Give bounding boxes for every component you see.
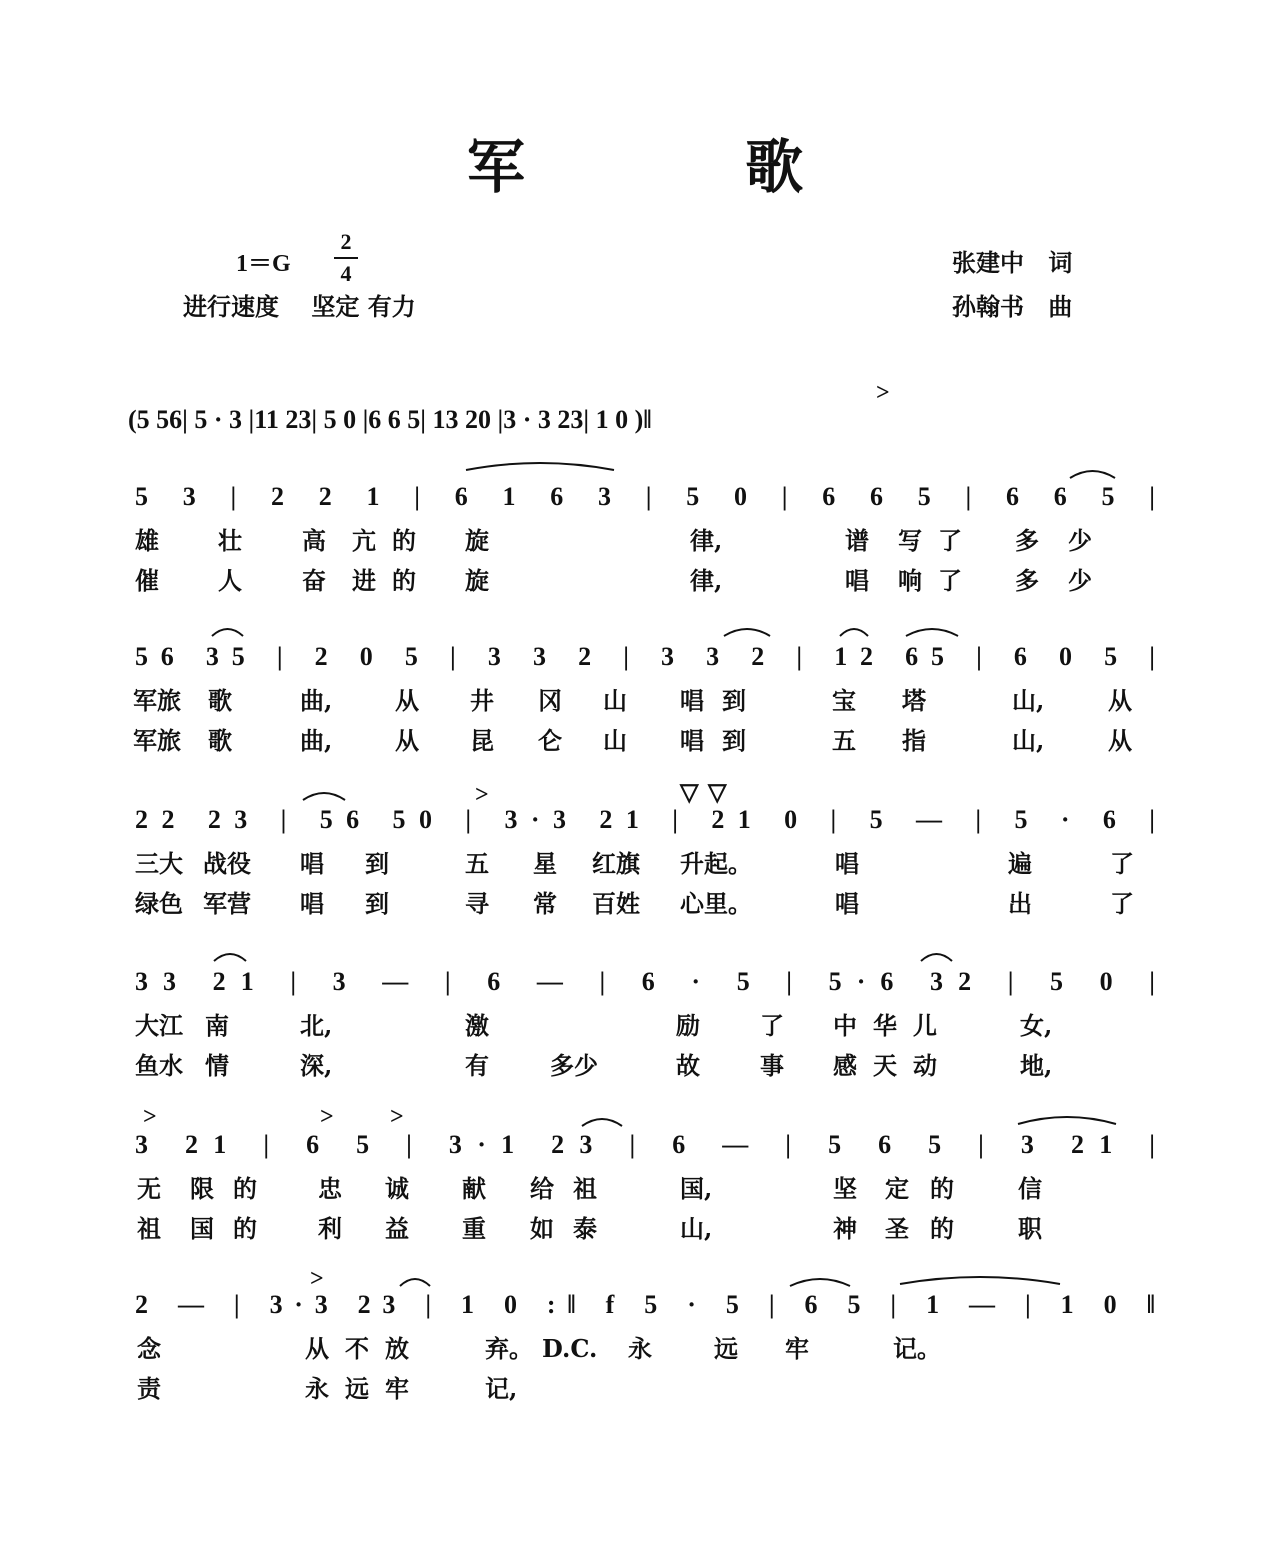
lyric-verse2: 了 [1110,889,1134,918]
slur [1070,471,1115,478]
lyric-verse2: 重 [462,1214,486,1243]
slur [466,463,614,470]
lyric-verse1: 到 [722,686,746,715]
accent-mark: > [876,380,890,406]
accent-mark: > [390,1104,404,1130]
lyric-verse1: 北, [300,1011,333,1040]
lyric-verse1: 宝 [832,686,856,715]
lyric-verse2: 的 [233,1214,257,1243]
lyric-verse1: 激 [465,1011,489,1040]
lyric-verse2: 远 [345,1374,369,1403]
lyric-verse2: 到 [722,726,746,755]
lyric-verse2: 旋 [465,566,489,595]
lyric-verse2: 的 [392,566,416,595]
lyric-verse2: 有 [465,1051,489,1080]
lyric-verse1: 三大 [135,849,183,878]
lyric-verse1: 的 [930,1174,954,1203]
intro-notation: (5 56| 5 · 3 |11 23| 5 0 |6 6 5| 13 20 |3 · 3 23| 1 0 )‖ [128,405,652,434]
lyric-verse2: 故 [676,1051,700,1080]
tempo-speed: 进行速度 [183,292,279,321]
lyric-verse1: 女, [1020,1011,1053,1040]
lyric-verse2: 神 [833,1214,857,1243]
lyric-verse2: 寻 [465,889,489,918]
slur [212,629,243,636]
lyric-verse1: 忠 [318,1174,342,1203]
lyric-verse1: 信 [1018,1174,1042,1203]
composer-role: 曲 [1048,292,1073,321]
lyric-verse2: 责 [137,1374,161,1403]
lyric-verse1: 永 [628,1334,652,1363]
lyric-verse1: 了 [938,526,962,555]
lyric-verse2: 事 [760,1051,784,1080]
lyric-verse2: 山, [1012,726,1045,755]
slur [900,1277,1060,1284]
lyric-verse2: 国 [190,1214,214,1243]
lyric-verse2: 永 [305,1374,329,1403]
lyric-verse1: 歌 [208,686,232,715]
lyric-verse1: 国, [680,1174,713,1203]
notation-line-6: 2 — | 3·3 23 | 1 0 :‖ f 5 · 5 | 6 5 | 1 — | 1 0 ‖ [135,1290,1155,1319]
lyric-verse1: 弃。 [485,1334,533,1363]
notation-line-5: 3 21 | 6 5 | 3·1 23 | 6 — | 5 6 5 | 3 21 | [135,1130,1155,1159]
lyric-verse2: 从 [395,726,419,755]
lyric-verse1: 星 [533,849,557,878]
lyric-verse2: 圣 [885,1214,909,1243]
slur [1018,1117,1116,1124]
lyric-verse2: 多少 [550,1051,598,1080]
lyric-verse1: 定 [885,1174,909,1203]
notation-line-1: 5 3 | 2 2 1 | 6 1 6 3 | 5 0 | 6 6 5 | 6 6 5 | [135,482,1156,511]
lyric-verse2: 曲, [300,726,333,755]
lyric-verse2: 军营 [203,889,251,918]
lyric-verse2: 歌 [208,726,232,755]
lyric-verse1: 无 [137,1174,161,1203]
lyric-verse1: 南 [205,1011,229,1040]
lyric-verse2: 记, [485,1374,518,1403]
accent-mark: > [320,1104,334,1130]
lyric-verse2: 百姓 [592,889,640,918]
slur [921,954,952,961]
accent-mark: > [143,1104,157,1130]
lyric-verse1: 曲, [300,686,333,715]
lyric-verse1: 红旗 [592,849,640,878]
slur [840,629,868,636]
lyric-verse1: 升起。 [680,849,752,878]
composer-name: 孙翰书 [952,292,1024,321]
breath-mark: ▽ [680,780,699,806]
lyric-verse2: 少 [1068,566,1092,595]
lyric-verse2: 泰 [573,1214,597,1243]
lyric-verse1: 旋 [465,526,489,555]
lyric-verse1: 高 [302,526,326,555]
lyric-verse2: 动 [913,1051,937,1080]
lyric-verse2: 天 [873,1051,897,1080]
lyric-verse1: D.C. [542,1334,598,1363]
lyric-verse2: 唱 [835,889,859,918]
time-signature-bottom: 4 [340,261,352,286]
notation-line-3: 22 23 | 56 50 | 3·3 21 | 21 0 | 5 — | 5 · 6 | [135,805,1155,834]
breath-mark: ▽ [708,780,727,806]
lyric-verse2: 奋 [302,566,326,595]
lyric-verse2: 了 [938,566,962,595]
lyric-verse2: 祖 [137,1214,161,1243]
lyric-verse2: 响 [898,566,922,595]
lyricist-name: 张建中 [952,248,1024,277]
lyric-verse2: 鱼水 [135,1051,183,1080]
lyric-verse1: 诚 [385,1174,409,1203]
lyric-verse1: 中 [833,1011,857,1040]
lyric-verse2: 唱 [845,566,869,595]
lyric-verse1: 多 [1015,526,1039,555]
lyric-verse1: 记。 [893,1334,941,1363]
slur [724,629,770,636]
lyric-verse1: 冈 [538,686,562,715]
lyric-verse2: 仑 [538,726,562,755]
lyric-verse2: 山, [680,1214,713,1243]
lyric-verse1: 唱 [680,686,704,715]
song-title: 军 歌 [466,133,904,201]
lyric-verse2: 职 [1018,1214,1042,1243]
lyric-verse2: 军旅 [133,726,181,755]
lyric-verse2: 牢 [385,1374,409,1403]
lyric-verse2: 益 [385,1214,409,1243]
lyric-verse1: 儿 [913,1011,937,1040]
lyric-verse1: 祖 [573,1174,597,1203]
slur [790,1279,850,1286]
lyric-verse1: 念 [137,1334,161,1363]
lyric-verse1: 励 [676,1011,700,1040]
accent-mark: > [475,782,489,808]
lyric-verse2: 到 [365,889,389,918]
lyric-verse1: 从 [395,686,419,715]
lyric-verse2: 多 [1015,566,1039,595]
lyric-verse2: 出 [1008,889,1032,918]
lyric-verse2: 感 [833,1051,857,1080]
lyric-verse1: 到 [365,849,389,878]
lyric-verse2: 从 [1108,726,1132,755]
lyric-verse2: 地, [1020,1051,1053,1080]
lyric-verse2: 唱 [300,889,324,918]
lyric-verse2: 催 [135,566,159,595]
lyricist-role: 词 [1048,248,1073,277]
lyric-verse1: 遍 [1008,849,1032,878]
notation-line-4: 33 21 | 3 — | 6 — | 6 · 5 | 5·6 32 | 5 0 | [135,967,1155,996]
slur [400,1279,430,1286]
lyric-verse1: 给 [530,1174,554,1203]
lyric-verse1: 战役 [203,849,251,878]
lyric-verse2: 律, [690,566,723,595]
lyric-verse2: 情 [205,1051,229,1080]
lyric-verse1: 放 [385,1334,409,1363]
lyric-verse2: 进 [352,566,376,595]
lyric-verse1: 律, [690,526,723,555]
slur [303,793,345,800]
lyric-verse1: 塔 [902,686,926,715]
lyric-verse2: 指 [902,726,926,755]
lyric-verse2: 深, [300,1051,333,1080]
lyric-verse1: 限 [190,1174,214,1203]
lyric-verse1: 坚 [833,1174,857,1203]
accent-mark: > [310,1266,324,1292]
tempo-character: 坚定 有力 [311,292,416,321]
lyric-verse1: 雄 [135,526,159,555]
lyric-verse2: 心里。 [680,889,752,918]
slur [214,954,246,961]
lyric-verse1: 的 [392,526,416,555]
lyric-verse1: 山, [1012,686,1045,715]
lyric-verse2: 利 [318,1214,342,1243]
lyric-verse2: 五 [832,726,856,755]
slur [582,1119,622,1126]
lyric-verse1: 谱 [845,526,869,555]
lyric-verse1: 山 [603,686,627,715]
lyric-verse1: 写 [898,526,922,555]
lyric-verse1: 华 [873,1011,897,1040]
lyric-verse1: 远 [714,1334,738,1363]
lyric-verse1: 大江 [135,1011,183,1040]
lyric-verse1: 的 [233,1174,257,1203]
lyric-verse1: 唱 [300,849,324,878]
lyric-verse1: 井 [470,686,494,715]
notation-line-2: 56 35 | 2 0 5 | 3 3 2 | 3 3 2 | 12 65 | 6 0 5 | [135,642,1156,671]
lyric-verse2: 绿色 [135,889,183,918]
lyric-verse2: 人 [218,566,242,595]
lyric-verse1: 献 [462,1174,486,1203]
lyric-verse1: 壮 [218,526,242,555]
lyric-verse1: 牢 [785,1334,809,1363]
lyric-verse1: 不 [345,1334,369,1363]
lyric-verse2: 昆 [470,726,494,755]
time-signature-top: 2 [340,229,352,254]
lyric-verse1: 唱 [835,849,859,878]
lyric-verse2: 的 [930,1214,954,1243]
lyric-verse1: 了 [760,1011,784,1040]
slur [906,629,958,636]
lyric-verse1: 军旅 [133,686,181,715]
lyric-verse1: 亢 [352,526,376,555]
lyric-verse1: 从 [305,1334,329,1363]
lyric-verse1: 少 [1068,526,1092,555]
lyric-verse2: 常 [533,889,557,918]
lyric-verse2: 唱 [680,726,704,755]
key-signature: 1＝G [236,251,291,277]
lyric-verse2: 如 [530,1214,554,1243]
lyric-verse2: 山 [603,726,627,755]
lyric-verse1: 五 [465,849,489,878]
lyric-verse1: 了 [1110,849,1134,878]
lyric-verse1: 从 [1108,686,1132,715]
